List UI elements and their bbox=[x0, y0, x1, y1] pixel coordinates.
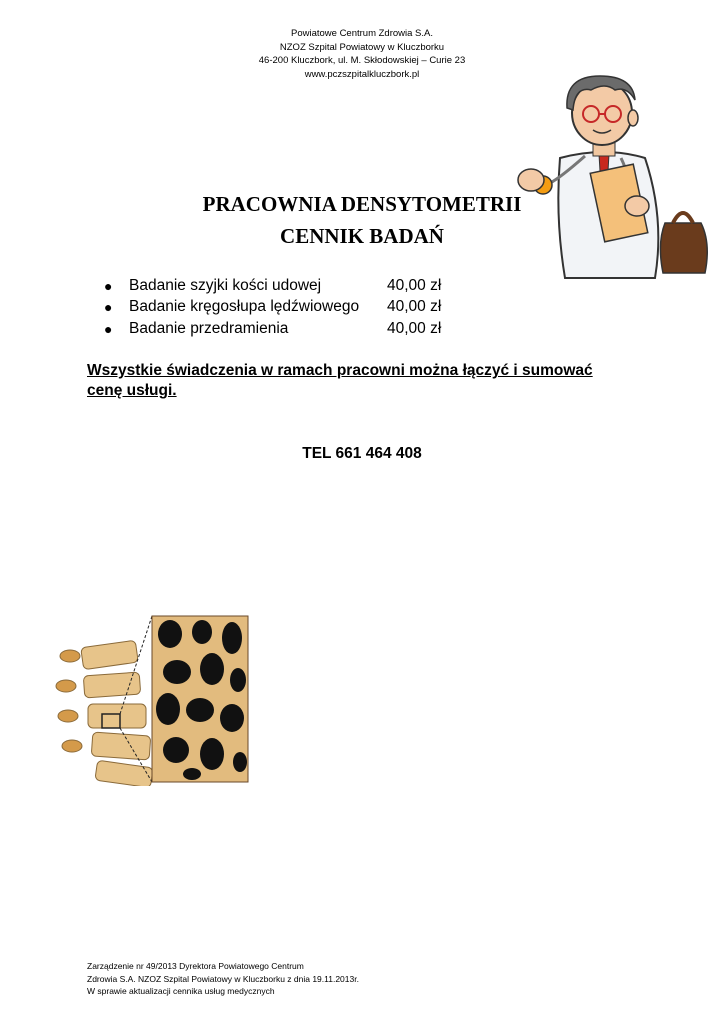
footer-decree: Zarządzenie nr 49/2013 Dyrektora Powiatowego Centrum bbox=[87, 961, 304, 971]
combination-note: Wszystkie świadczenia w ramach pracowni można łączyć i sumować cenę usługi. bbox=[87, 362, 593, 399]
price-list bbox=[104, 275, 477, 340]
phone-number: TEL 661 464 408 bbox=[302, 445, 422, 462]
header-website: www.pczszpitalkluczbork.pl bbox=[304, 68, 420, 80]
price-list-item bbox=[104, 297, 477, 319]
service-price: 40,00 zł bbox=[387, 276, 442, 294]
header-hospital: NZOZ Szpital Powiatowy w Kluczborku bbox=[279, 41, 445, 53]
price-list-item bbox=[104, 275, 477, 297]
page-title: PRACOWNIA DENSYTOMETRII bbox=[202, 192, 522, 216]
service-name: Badanie szyjki kości udowej bbox=[129, 276, 322, 294]
page-subtitle: CENNIK BADAŃ bbox=[280, 224, 444, 248]
service-name: Badanie kręgosłupa lędźwiowego bbox=[129, 298, 360, 316]
document-footer bbox=[87, 960, 359, 998]
service-price: 40,00 zł bbox=[387, 319, 442, 337]
spine-bone-illustration bbox=[52, 614, 252, 786]
bullet-icon: ● bbox=[104, 299, 113, 316]
header-address: 46-200 Kluczbork, ul. M. Skłodowskiej – Curie 23 bbox=[258, 55, 466, 66]
doctor-illustration bbox=[505, 68, 715, 288]
service-price: 40,00 zł bbox=[387, 298, 442, 316]
service-name: Badanie przedramienia bbox=[129, 319, 289, 337]
price-list-item bbox=[104, 318, 477, 340]
header-company: Powiatowe Centrum Zdrowia S.A. bbox=[290, 28, 434, 39]
bullet-icon: ● bbox=[104, 320, 113, 337]
footer-issuer: Zdrowia S.A. NZOZ Szpital Powiatowy w Kluczborku z dnia 19.11.2013r. bbox=[87, 973, 359, 984]
footer-subject: W sprawie aktualizacji cennika usług medycznych bbox=[87, 986, 275, 996]
bullet-icon: ● bbox=[104, 277, 113, 294]
